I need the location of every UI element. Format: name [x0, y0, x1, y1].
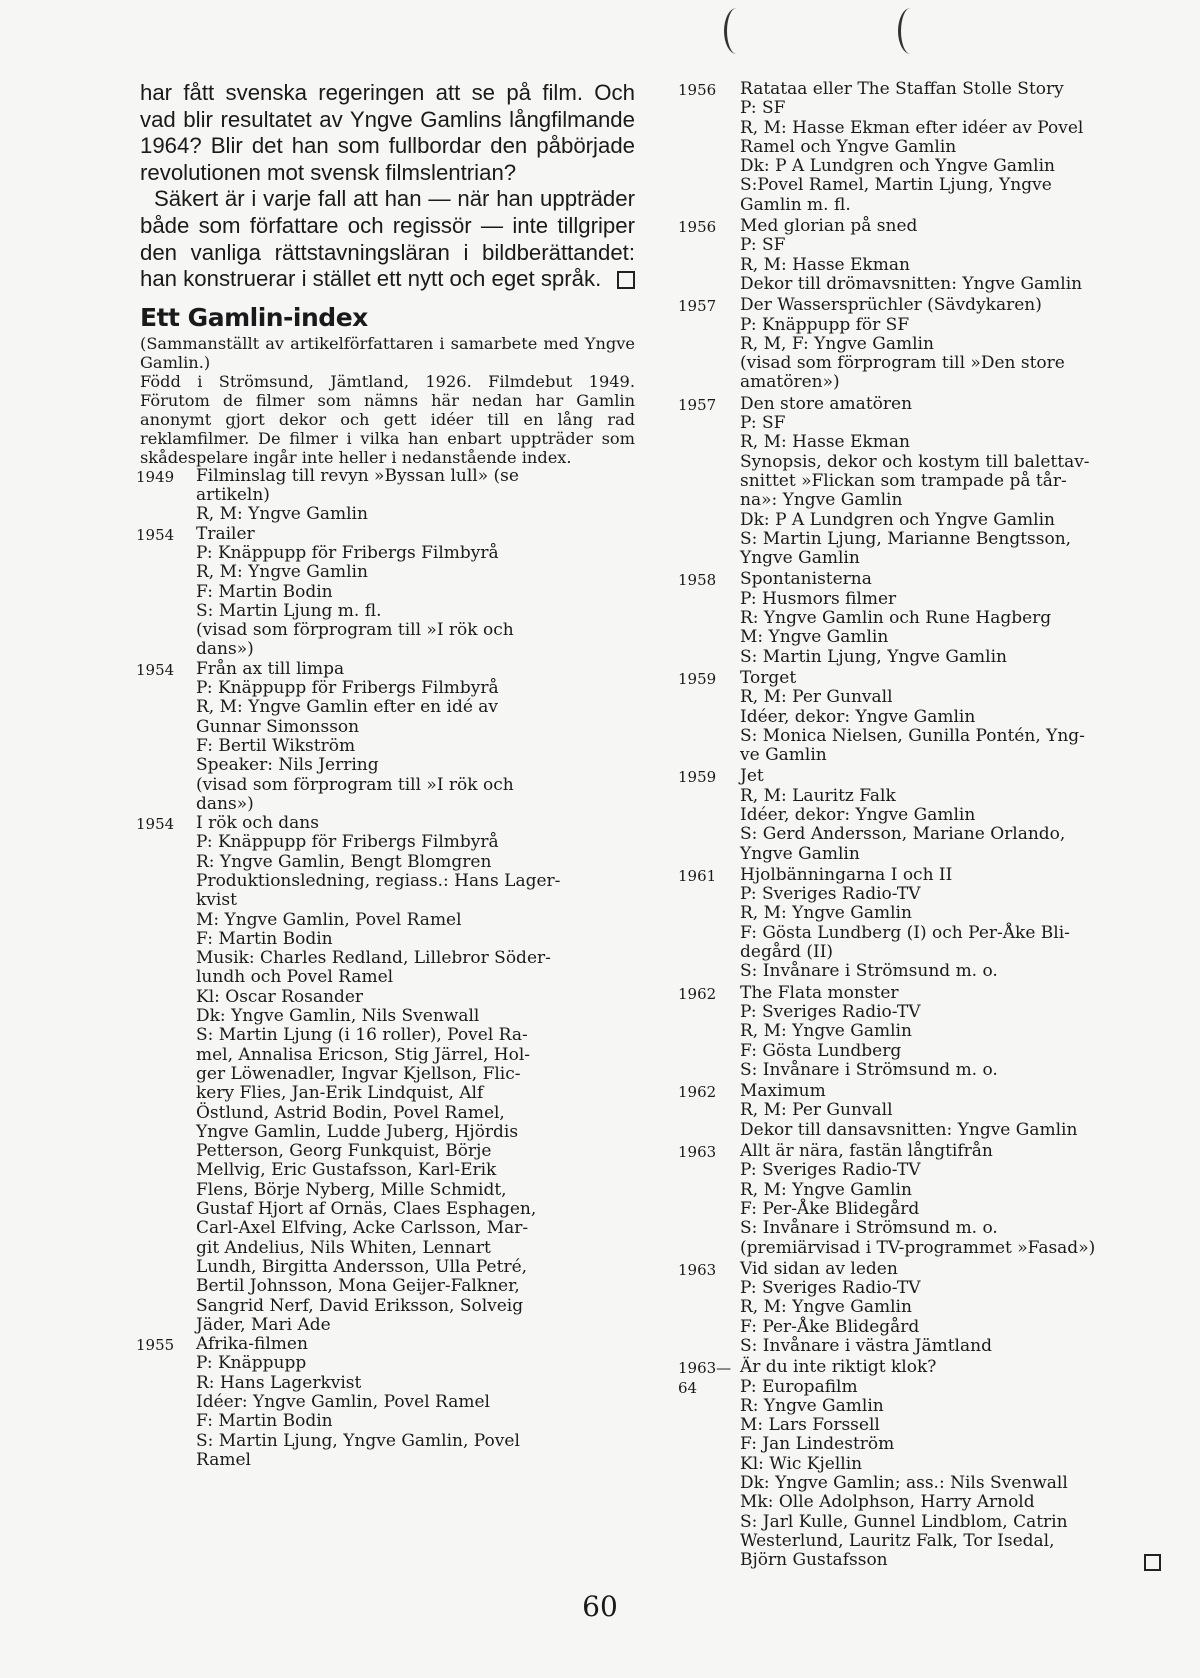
film-credit-line: Speaker: Nils Jerring	[196, 755, 379, 776]
film-year: 1963	[678, 1143, 717, 1162]
index-subtitle: (Sammanställt av artikelförfattaren i samarbete med Yngve Gamlin.)	[140, 333, 635, 372]
film-year: 1961	[678, 866, 717, 885]
film-credit-line: Carl-Axel Elfving, Acke Carlsson, Mar-	[196, 1218, 529, 1239]
film-entry	[675, 1358, 1175, 1570]
film-details	[196, 1335, 635, 1470]
film-credit-line: P: Europafilm	[740, 1376, 858, 1397]
film-credit-line: P: SF	[740, 235, 786, 256]
film-entry	[136, 813, 635, 1335]
index-heading: Ett Gamlin-index	[140, 302, 368, 332]
film-title: Trailer	[196, 523, 255, 544]
film-credit-line: Idéer, dekor: Yngve Gamlin	[740, 706, 976, 727]
film-credit-line: F: Jan Lindeström	[740, 1434, 895, 1455]
film-credit-line: R, M: Hasse Ekman	[740, 254, 910, 275]
film-year: 1959	[678, 768, 717, 787]
film-year: 1949	[136, 467, 175, 486]
film-details	[740, 1082, 1175, 1140]
film-credit-line: P: Sveriges Radio-TV	[740, 1160, 921, 1181]
film-credit-line: (visad som förprogram till »Den store	[740, 353, 1065, 374]
film-credit-line: F: Gösta Lundberg (I) och Per-Åke Bli-	[740, 922, 1070, 943]
film-title: Hjolbänningarna I och II	[740, 864, 953, 885]
film-credit-line: S: Invånare i Strömsund m. o.	[740, 961, 998, 982]
film-credit-line: artikeln)	[196, 485, 270, 506]
film-entry	[675, 1082, 1175, 1140]
film-title: Torget	[740, 667, 797, 688]
film-details	[196, 814, 635, 1335]
film-credit-line: R, M, F: Yngve Gamlin	[740, 333, 934, 354]
film-year: 1954	[136, 525, 175, 544]
film-title: Ratataa eller The Staffan Stolle Story	[740, 79, 1064, 99]
film-details	[740, 767, 1175, 863]
film-credit-line: Mk: Olle Adolphson, Harry Arnold	[740, 1492, 1035, 1513]
binder-hole-left	[724, 8, 749, 54]
film-credit-line: Petterson, Georg Funkquist, Börje	[196, 1141, 492, 1162]
film-credit-line: R, M: Yngve Gamlin	[196, 504, 368, 525]
film-credit-line: P: Knäppupp för Fribergs Filmbyrå	[196, 832, 499, 853]
film-credit-line: Ramel och Yngve Gamlin	[740, 136, 957, 157]
film-credit-line: F: Martin Bodin	[196, 1411, 333, 1432]
article-prose	[140, 80, 635, 293]
film-credit-line: Björn Gustafsson	[740, 1550, 888, 1571]
film-credit-line: R: Hans Lagerkvist	[196, 1372, 362, 1393]
film-details	[740, 1260, 1175, 1356]
film-entry	[136, 1334, 635, 1470]
film-credit-line: Dk: Yngve Gamlin, Nils Svenwall	[196, 1006, 480, 1027]
film-entry	[675, 1260, 1175, 1356]
film-credit-line: (visad som förprogram till »I rök och	[196, 620, 514, 641]
film-entry	[675, 1142, 1175, 1258]
film-details	[740, 1142, 1175, 1258]
end-mark-icon	[617, 271, 635, 289]
film-year: 1963—64	[678, 1359, 732, 1397]
film-credit-line: git Andelius, Nils Whiten, Lennart	[196, 1237, 491, 1258]
film-credit-line: dans»)	[196, 639, 254, 660]
film-title: Afrika-filmen	[196, 1334, 308, 1355]
film-credit-line: Östlund, Astrid Bodin, Povel Ramel,	[196, 1102, 505, 1123]
film-credit-line: P: Knäppupp för SF	[740, 314, 910, 335]
film-credit-line: P: Sveriges Radio-TV	[740, 884, 921, 905]
film-credit-line: P: Knäppupp för Fribergs Filmbyrå	[196, 542, 499, 563]
film-credit-line: S:Povel Ramel, Martin Ljung, Yngve	[740, 175, 1052, 196]
film-credit-line: R, M: Yngve Gamlin	[740, 1297, 912, 1318]
film-entry	[675, 395, 1175, 569]
film-credit-line: R: Yngve Gamlin, Bengt Blomgren	[196, 851, 492, 872]
film-credit-line: P: SF	[740, 98, 786, 119]
film-credit-line: R, M: Yngve Gamlin	[740, 1021, 912, 1042]
film-credit-line: (visad som förprogram till »I rök och	[196, 774, 514, 795]
film-credit-line: P: Knäppupp för Fribergs Filmbyrå	[196, 678, 499, 699]
film-credit-line: Mellvig, Eric Gustafsson, Karl-Erik	[196, 1160, 497, 1181]
film-entry	[136, 658, 635, 814]
film-year: 1955	[136, 1336, 175, 1355]
film-credit-line: R: Yngve Gamlin	[740, 1395, 884, 1416]
film-title: I rök och dans	[196, 813, 319, 834]
film-year: 1962	[678, 984, 717, 1003]
film-details	[740, 669, 1175, 765]
film-credit-line: S: Martin Ljung, Yngve Gamlin, Povel	[196, 1430, 520, 1451]
film-credit-line: F: Bertil Wikström	[196, 735, 356, 756]
film-credit-line: Gamlin m. fl.	[740, 194, 851, 215]
film-year: 1954	[136, 660, 175, 679]
film-entry	[675, 80, 1175, 215]
film-title: Allt är nära, fastän långtifrån	[740, 1141, 993, 1162]
film-credit-line: P: Sveriges Radio-TV	[740, 1001, 921, 1022]
film-credit-line: Flens, Börje Nyberg, Mille Schmidt,	[196, 1179, 507, 1200]
film-credit-line: degård (II)	[740, 942, 834, 963]
article-paragraph: Säkert är i varje fall att han — när han uppträder både som författare och regissör — inte tillgriper den vanliga rättstavningsläran i bildberättandet: han konstruerar i stället ett nytt och eget språk.	[140, 186, 635, 292]
film-credit-line: S: Martin Ljung, Marianne Bengtsson,	[740, 528, 1072, 549]
film-title: Jet	[740, 766, 764, 787]
film-title: Från ax till limpa	[196, 658, 345, 679]
film-credit-line: S: Invånare i västra Jämtland	[740, 1336, 992, 1356]
film-credit-line: R, M: Hasse Ekman	[740, 432, 910, 453]
film-details	[196, 660, 635, 814]
film-credit-line: R, M: Lauritz Falk	[740, 785, 896, 806]
film-credit-line: R: Yngve Gamlin och Rune Hagberg	[740, 608, 1052, 629]
end-mark-icon	[1144, 1554, 1161, 1571]
film-title: Der Wassersprüchler (Sävdykaren)	[740, 295, 1042, 316]
film-credit-line: R, M: Yngve Gamlin efter en idé av	[196, 697, 499, 718]
film-credit-line: S: Invånare i Strömsund m. o.	[740, 1218, 998, 1239]
film-credit-line: Yngve Gamlin	[740, 548, 860, 569]
film-credit-line: lundh och Povel Ramel	[196, 967, 394, 988]
film-credit-line: Westerlund, Lauritz Falk, Tor Isedal,	[740, 1530, 1055, 1551]
film-credit-line: snittet »Flickan som trampade på tår-	[740, 470, 1067, 491]
film-credit-line: Gunnar Simonsson	[196, 716, 360, 737]
film-details	[740, 570, 1175, 666]
film-entry	[136, 465, 635, 525]
film-details	[740, 217, 1175, 294]
film-title: Är du inte riktigt klok?	[740, 1357, 937, 1378]
film-credit-line: R, M: Per Gunvall	[740, 687, 893, 708]
film-credit-line: kvist	[196, 890, 237, 911]
film-details	[740, 1358, 1175, 1570]
film-credit-line: Idéer: Yngve Gamlin, Povel Ramel	[196, 1392, 490, 1412]
film-entry	[675, 570, 1175, 666]
article-paragraph: har fått svenska regeringen att se på film. Och vad blir resultatet av Yngve Gamlins långfilmande 1964? Blir det han som fullbordar den påbörjade revolutionen mot svensk filmslentrian?	[140, 80, 635, 185]
film-credit-line: S: Jarl Kulle, Gunnel Lindblom, Catrin	[740, 1511, 1068, 1532]
film-details	[740, 984, 1175, 1080]
film-credit-line: na»: Yngve Gamlin	[740, 490, 903, 511]
film-credit-line: P: Husmors filmer	[740, 588, 897, 609]
film-credit-line: kery Flies, Jan-Erik Lindquist, Alf	[196, 1083, 484, 1104]
film-details	[740, 395, 1175, 569]
film-year: 1957	[678, 395, 717, 414]
film-credit-line: amatören»)	[740, 372, 840, 393]
film-credit-line: Yngve Gamlin, Ludde Juberg, Hjördis	[196, 1121, 519, 1142]
film-credit-line: ger Löwenadler, Ingvar Kjellson, Flic-	[196, 1063, 521, 1084]
film-credit-line: (premiärvisad i TV-programmet »Fasad»)	[740, 1237, 1096, 1258]
page-number: 60	[582, 1590, 618, 1623]
film-year: 1957	[678, 297, 717, 316]
film-entry	[136, 523, 635, 660]
film-credit-line: Lundh, Birgitta Andersson, Ulla Petré,	[196, 1256, 528, 1277]
film-credit-line: Kl: Wic Kjellin	[740, 1453, 863, 1474]
film-details	[740, 866, 1175, 982]
film-credit-line: Idéer, dekor: Yngve Gamlin	[740, 804, 976, 825]
film-year: 1954	[136, 815, 175, 834]
film-credit-line: R, M: Yngve Gamlin	[740, 903, 912, 924]
film-credit-line: Kl: Oscar Rosander	[196, 986, 364, 1007]
film-credit-line: Produktionsledning, regiass.: Hans Lager-	[196, 870, 561, 891]
filmography-list-left	[136, 465, 635, 1470]
film-title: Den store amatören	[740, 393, 913, 414]
film-credit-line: ve Gamlin	[740, 745, 827, 766]
film-credit-line: Synopsis, dekor och kostym till balettav-	[740, 451, 1090, 472]
film-credit-line: S: Invånare i Strömsund m. o.	[740, 1059, 998, 1080]
film-credit-line: S: Martin Ljung (i 16 roller), Povel Ra-	[196, 1025, 528, 1046]
film-credit-line: F: Per-Åke Blidegård	[740, 1198, 920, 1219]
film-entry	[675, 984, 1175, 1080]
film-credit-line: R, M: Yngve Gamlin	[196, 562, 368, 583]
film-entry	[675, 296, 1175, 392]
film-credit-line: S: Martin Ljung m. fl.	[196, 600, 382, 621]
right-column	[675, 80, 1175, 1573]
film-title: Maximum	[740, 1081, 826, 1102]
film-credit-line: R, M: Yngve Gamlin	[740, 1179, 912, 1200]
film-credit-line: Dk: Yngve Gamlin; ass.: Nils Svenwall	[740, 1473, 1068, 1494]
film-credit-line: Yngve Gamlin	[740, 843, 860, 864]
film-credit-line: Dekor till dansavsnitten: Yngve Gamlin	[740, 1119, 1078, 1140]
index-intro: Född i Strömsund, Jämtland, 1926. Filmdebut 1949. Förutom de filmer som nämns här nedan har Gamlin anonymt gjort dekor och gett idéer till en lång rad reklamfilmer. De filmer i vilka han enbart uppträder som skådespelare ingår inte heller i nedanstående index.	[140, 371, 635, 467]
film-title: Filminslag till revyn »Byssan lull» (se	[196, 465, 519, 486]
film-credit-line: F: Martin Bodin	[196, 581, 333, 602]
film-credit-line: Jäder, Mari Ade	[196, 1314, 331, 1335]
film-title: Med glorian på sned	[740, 216, 918, 237]
film-details	[196, 467, 635, 525]
film-credit-line: P: Knäppupp	[196, 1353, 307, 1374]
film-year: 1962	[678, 1083, 717, 1102]
film-entry	[675, 669, 1175, 765]
film-entry	[675, 217, 1175, 294]
filmography-list-right	[675, 80, 1175, 1571]
film-credit-line: S: Monica Nielsen, Gunilla Pontén, Yng-	[740, 725, 1085, 746]
film-year: 1959	[678, 669, 717, 688]
film-credit-line: dans»)	[196, 793, 254, 814]
film-credit-line: Sangrid Nerf, David Eriksson, Solveig	[196, 1295, 524, 1316]
film-entry	[675, 866, 1175, 982]
film-credit-line: F: Gösta Lundberg	[740, 1040, 902, 1061]
binder-hole-right	[898, 8, 923, 54]
film-credit-line: Ramel	[196, 1449, 251, 1470]
film-year: 1963	[678, 1260, 717, 1279]
film-credit-line: Musik: Charles Redland, Lillebror Söder-	[196, 948, 551, 969]
film-title: Spontanisterna	[740, 569, 872, 590]
film-credit-line: F: Martin Bodin	[196, 928, 333, 949]
film-title: The Flata monster	[740, 982, 899, 1003]
film-credit-line: mel, Annalisa Ericson, Stig Järrel, Hol-	[196, 1044, 531, 1065]
film-credit-line: Dekor till drömavsnitten: Yngve Gamlin	[740, 273, 1083, 294]
film-credit-line: M: Lars Forssell	[740, 1415, 880, 1436]
film-credit-line: M: Yngve Gamlin, Povel Ramel	[196, 909, 462, 930]
film-credit-line: Dk: P A Lundgren och Yngve Gamlin	[740, 156, 1055, 177]
film-credit-line: R, M: Per Gunvall	[740, 1100, 893, 1121]
film-details	[740, 80, 1175, 215]
film-credit-line: Gustaf Hjort af Ornäs, Claes Esphagen,	[196, 1199, 537, 1220]
film-credit-line: Dk: P A Lundgren och Yngve Gamlin	[740, 509, 1055, 530]
film-year: 1958	[678, 571, 717, 590]
film-credit-line: R, M: Hasse Ekman efter idéer av Povel	[740, 117, 1084, 138]
film-credit-line: F: Per-Åke Blidegård	[740, 1316, 920, 1337]
film-year: 1956	[678, 218, 717, 237]
film-credit-line: S: Martin Ljung, Yngve Gamlin	[740, 646, 1007, 667]
left-column	[136, 80, 635, 1470]
film-credit-line: S: Gerd Andersson, Mariane Orlando,	[740, 824, 1066, 845]
film-details	[196, 525, 635, 660]
film-credit-line: P: Sveriges Radio-TV	[740, 1278, 921, 1299]
film-credit-line: M: Yngve Gamlin	[740, 627, 889, 648]
film-title: Vid sidan av leden	[740, 1258, 898, 1279]
film-year: 1956	[678, 81, 717, 99]
film-credit-line: P: SF	[740, 413, 786, 434]
film-entry	[675, 767, 1175, 863]
film-credit-line: Bertil Johnsson, Mona Geijer-Falkner,	[196, 1276, 520, 1297]
film-details	[740, 296, 1175, 392]
